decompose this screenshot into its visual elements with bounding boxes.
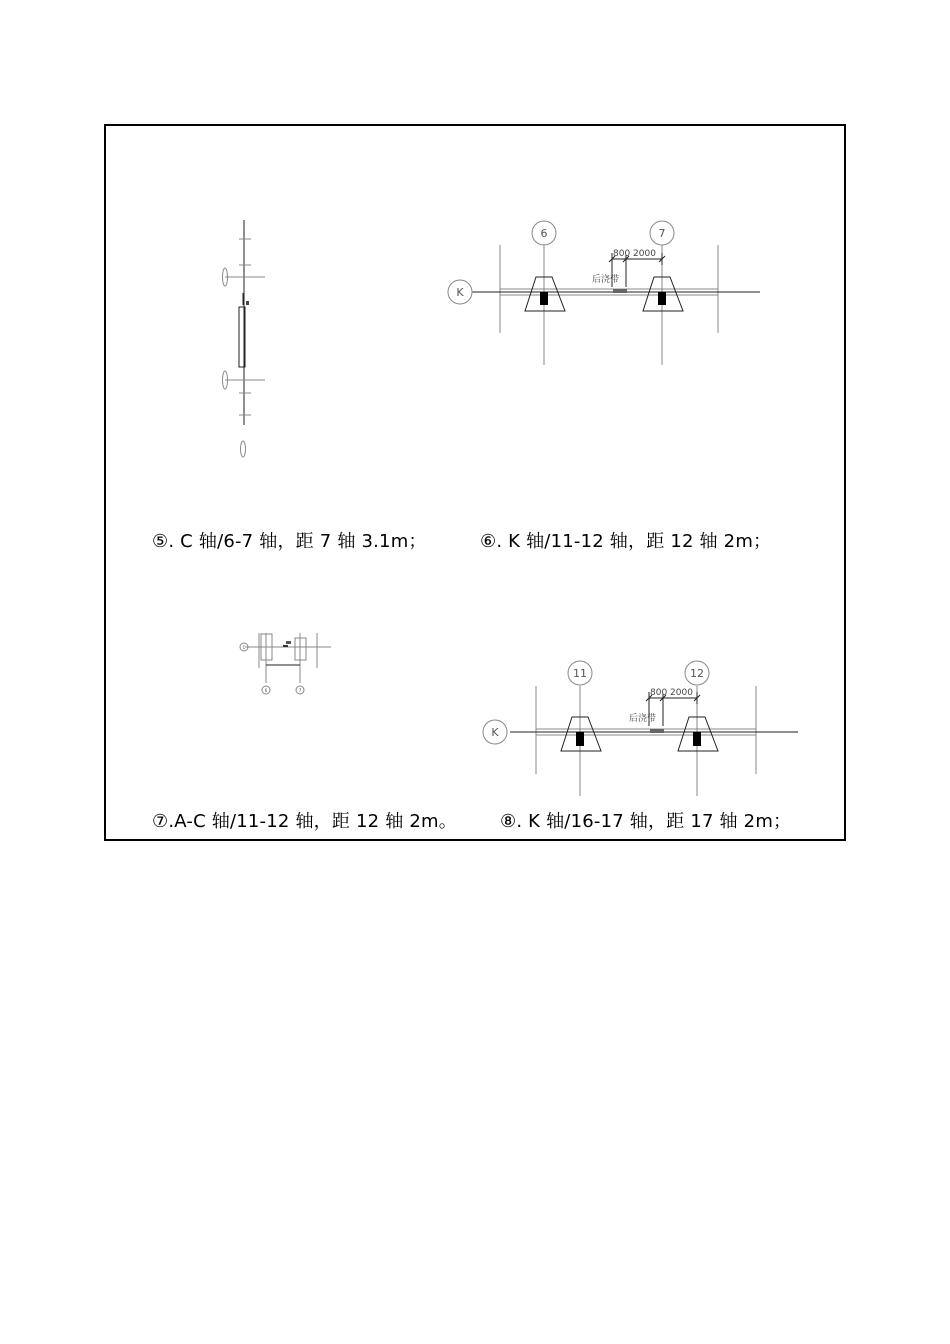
figure-caption-8: ⑧. K 轴/16-17 轴，距 17 轴 2m；: [500, 811, 792, 832]
svg-text:C: C: [242, 645, 246, 650]
axis-label-K: K: [456, 286, 464, 299]
band-label: 后浇带: [629, 714, 657, 724]
axis-label-12: 12: [690, 667, 704, 680]
drawing-fig7: [235, 628, 335, 703]
svg-text:6: 6: [264, 688, 268, 693]
dimension-text: 800 2000: [613, 249, 656, 259]
drawing-fig8: [478, 656, 808, 796]
drawing-fig6: [440, 215, 770, 365]
figure-caption-6: ⑥. K 轴/11-12 轴，距 12 轴 2m；: [480, 531, 772, 552]
band-label: 后浇带: [592, 275, 620, 285]
figure-caption-5: ⑤. C 轴/6-7 轴，距 7 轴 3.1m；: [152, 531, 427, 552]
axis-label-6: 6: [540, 227, 548, 240]
figure-caption-7: ⑦.A-C 轴/11-12 轴，距 12 轴 2m。: [152, 811, 457, 832]
svg-text:7: 7: [298, 688, 302, 693]
axis-label-11: 11: [573, 667, 587, 680]
dimension-text: 800 2000: [650, 688, 693, 698]
axis-label-7: 7: [658, 227, 666, 240]
drawing-fig5: [215, 215, 265, 460]
axis-label-K: K: [491, 726, 499, 739]
